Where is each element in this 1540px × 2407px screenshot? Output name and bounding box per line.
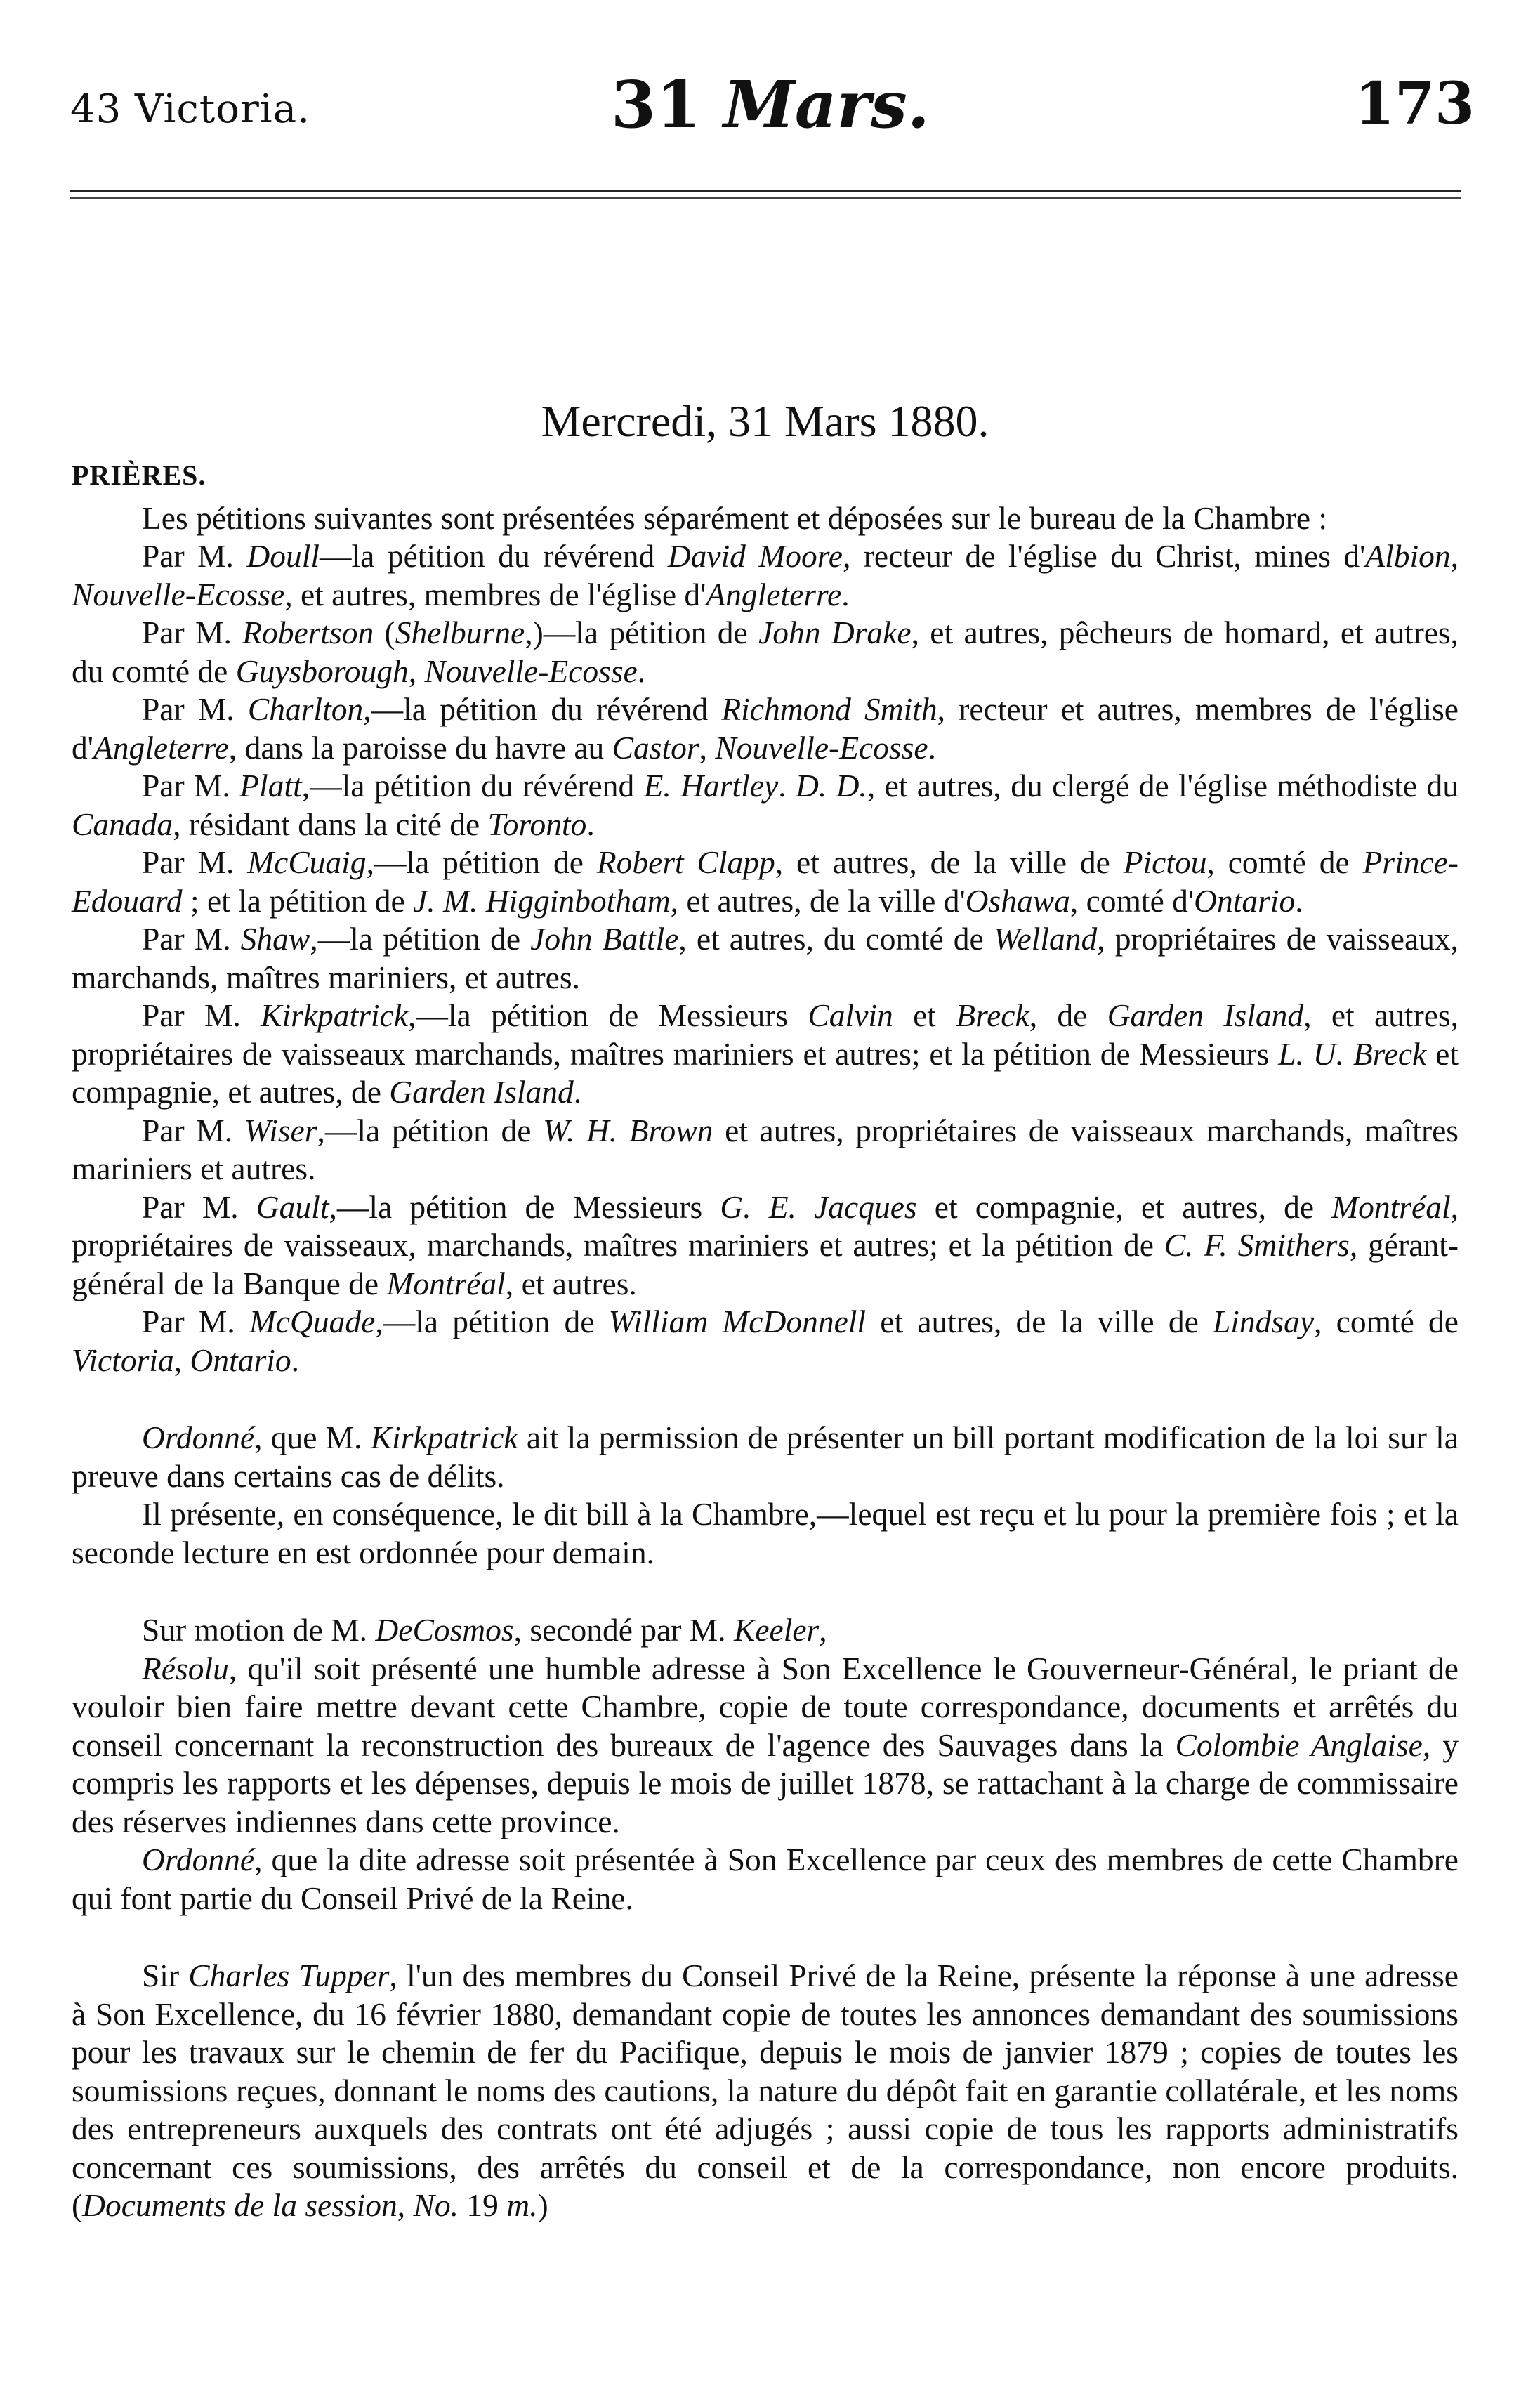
paragraph: Par M. Doull—la pétition du révérend David Moore, recteur de l'église du Christ, mines d'Albion, Nouvelle-Ecosse, et autres, membres de l'église d'Angleterre. [72,538,1459,612]
regnal-year: 43 Victoria. [70,86,310,132]
paragraph-list [72,499,1459,2225]
header-date: 31 Mars. [611,67,930,143]
paragraph: Résolu, qu'il soit présenté une humble adresse à Son Excellence le Gouverneur-Général, le priant de vouloir bien faire mettre devant cette Chambre, copie de toute correspondance, documents et arrêtés du conseil concernant la reconstruction des bureaux de l'agence des Sauvages dans la Colombie Anglaise, y compris les rapports et les dépenses, depuis le mois de juillet 1878, se rattachant à la charge de commissaire des réserves indiennes dans cette province. [72,1650,1459,1839]
header-rule [70,190,1461,202]
paragraph: Par M. Platt,—la pétition du révérend E. Hartley. D. D., et autres, du clergé de l'église méthodiste du Canada, résidant dans la cité de Toronto. [72,768,1459,842]
sitting-date: Mercredi, 31 Mars 1880. [541,396,989,446]
prayers-heading: PRIÈRES. [72,459,206,491]
page-header [70,67,1475,151]
rule-line-bottom [70,197,1461,199]
paragraph: Sir Charles Tupper, l'un des membres du Conseil Privé de la Reine, présente la réponse à une adresse à Son Excellence, du 16 février 1880, demandant copie de toutes les annonces demandant des soumissions pour les travaux sur le chemin de fer du Pacifique, depuis le mois de janvier 1879 ; copies de toutes les soumissions reçues, donnant le noms des cautions, la nature du dépôt fait en garantie collatérale, et les noms des entrepreneurs auxquels des contrats ont été adjugés ; aussi copie de tous les rapports administratifs concernant ces soumissions, des arrêtés du conseil et de la correspondance, non encore produits. (Documents de la session, No. 19 m.) [72,1957,1459,2223]
journal-body [72,393,1459,2225]
paragraph: Il présente, en conséquence, le dit bill à la Chambre,—lequel est reçu et lu pour la première fois ; et la seconde lecture en est ordonnée pour demain. [72,1496,1459,1570]
paragraph: Par M. McCuaig,—la pétition de Robert Clapp, et autres, de la ville de Pictou, comté de Prince-Edouard ; et la pétition de J. M. Higginbotham, et autres, de la ville d'Oshawa, comté d'Ontario. [72,844,1459,919]
paragraph: Par M. Kirkpatrick,—la pétition de Messieurs Calvin et Breck, de Garden Island, et autres, propriétaires de vaisseaux marchands, maîtres mariniers et autres; et la pétition de Messieurs L. U. Breck et compagnie, et autres, de Garden Island. [72,997,1459,1110]
paragraph: Par M. Wiser,—la pétition de W. H. Brown et autres, propriétaires de vaisseaux marchands, maîtres mariniers et autres. [72,1112,1459,1186]
paragraph: Par M. Gault,—la pétition de Messieurs G. E. Jacques et compagnie, et autres, de Montréal, propriétaires de vaisseaux, marchands, maîtres mariniers et autres; et la pétition de C. F. Smithers, gérant-général de la Banque de Montréal, et autres. [72,1188,1459,1301]
page-number: 173 [1354,70,1475,138]
rule-line-top [70,190,1461,192]
paragraph: Les pétitions suivantes sont présentées séparément et déposées sur le bureau de la Chambre : [142,499,1328,536]
paragraph: Par M. McQuade,—la pétition de William McDonnell et autres, de la ville de Lindsay, comté de Victoria, Ontario. [72,1304,1459,1378]
paragraph: Ordonné, que M. Kirkpatrick ait la permission de présenter un bill portant modification de la loi sur la preuve dans certains cas de délits. [72,1419,1459,1494]
paragraph: Ordonné, que la dite adresse soit présentée à Son Excellence par ceux des membres de cette Chambre qui font partie du Conseil Privé de la Reine. [72,1842,1459,1916]
paragraph: Par M. Shaw,—la pétition de John Battle, et autres, du comté de Welland, propriétaires de vaisseaux, marchands, maîtres mariniers, et autres. [72,921,1459,995]
paragraph: Par M. Robertson (Shelburne,)—la pétition de John Drake, et autres, pêcheurs de homard, et autres, du comté de Guysborough, Nouvelle-Ecosse. [72,615,1459,689]
paragraph: Sur motion de M. DeCosmos, secondé par M. Keeler, [142,1612,827,1648]
paragraph: Par M. Charlton,—la pétition du révérend Richmond Smith, recteur et autres, membres de l'église d'Angleterre, dans la paroisse du havre au Castor, Nouvelle-Ecosse. [72,691,1459,766]
